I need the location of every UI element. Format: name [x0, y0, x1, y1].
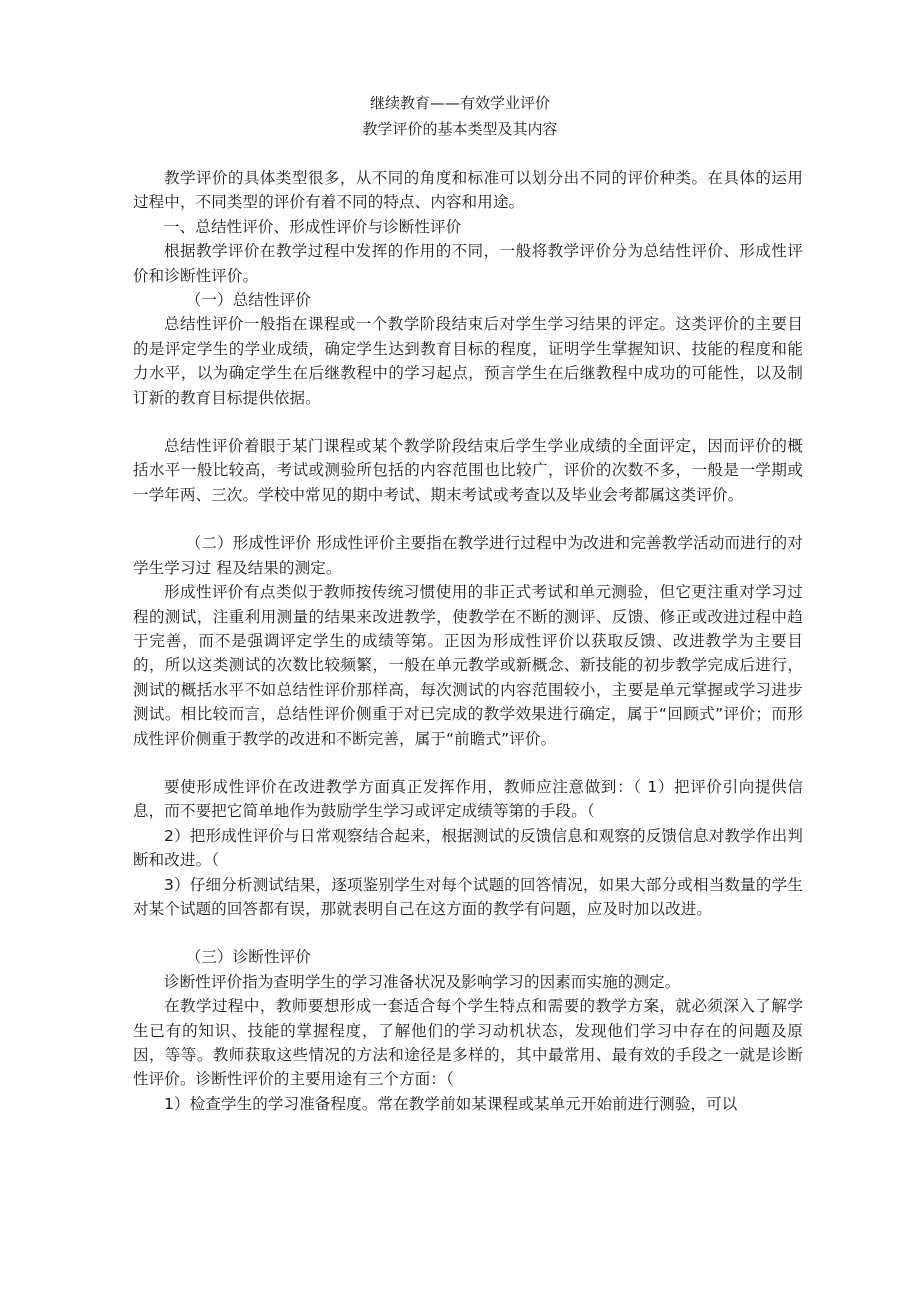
subheading-summative: （一）总结性评价: [185, 291, 311, 310]
document-body: [133, 166, 803, 1116]
paragraph-summative-def: 总结性评价一般指在课程或一个教学阶段结束后对学生学习结果的评定。这类评价的主要目的是评定学生的学业成绩，确定学生达到教育目标的程度，证明学生掌握知识、技能的程度和能力水平，以为确定学生在后继教程中的学习起点，预言学生在后继教程中成功的可能性，以及制订新的教育目标提供依据。: [133, 315, 803, 407]
subheading-diagnostic: （三）诊断性评价: [185, 948, 311, 967]
spacer: [133, 921, 803, 945]
paragraph-diagnostic-use-1: 1）检查学生的学习准备程度。常在教学前如某课程或某单元开始前进行测验，可以: [164, 1094, 738, 1113]
paragraph-tip-3: 3）仔细分析测试结果，逐项鉴别学生对每个试题的回答情况，如果大部分或相当数量的学生对某个试题的回答都有误，那就表明自己在这方面的教学有问题，应及时加以改进。: [133, 875, 803, 918]
paragraph-diagnostic-detail: 在教学过程中，教师要想形成一套适合每个学生特点和需要的教学方案，就必须深入了解学生已有的知识、技能的掌握程度，了解他们的学习动机状态，发现他们学习中存在的问题及原因，等等。教师获取这些情况的方法和途径是多样的，其中最常用、最有效的手段之一就是诊断性评价。诊断性评价的主要用途有三个方面：（: [133, 997, 803, 1089]
title-block: [0, 90, 920, 142]
paragraph-tip-2: 2）把形成性评价与日常观察结合起来，根据测试的反馈信息和观察的反馈信息对教学作出判断和改进。（: [133, 826, 803, 870]
section-heading-1: 一、总结性评价、形成性评价与诊断性评价: [164, 217, 462, 236]
spacer: [133, 507, 803, 531]
paragraph-classification: 根据教学评价在教学过程中发挥的作用的不同，一般将教学评价分为总结性评价、形成性评价和诊断性评价。: [133, 242, 803, 285]
paragraph-formative-tips: 要使形成性评价在改进教学方面真正发挥作用，教师应注意做到：（ 1）把评价引向提供信息，而不要把它简单地作为鼓励学生学习或评定成绩等第的手段。（: [133, 777, 803, 821]
spacer: [133, 410, 803, 434]
document-subtitle: 教学评价的基本类型及其内容: [362, 120, 558, 138]
paragraph-diagnostic-def: 诊断性评价指为查明学生的学习准备状况及影响学习的因素而实施的测定。: [164, 972, 681, 991]
paragraph-formative-detail: 形成性评价有点类似于教师按传统习惯使用的非正式考试和单元测验，但它更注重对学习过程的测试，注重利用测量的结果来改进教学，使教学在不断的测评、反馈、修正或改进过程中趋于完善，而不是强调评定学生的成绩等第。正因为形成性评价以获取反馈、改进教学为主要目的，所以这类测试的次数比较频繁，一般在单元教学或新概念、新技能的初步教学完成后进行，测试的概括水平不如总结性评价那样高，每次测试的内容范围较小，主要是单元掌握或学习进步测试。相比较而言，总结性评价侧重于对已完成的教学效果进行确定，属于“回顾式”评价；而形成性评价侧重于教学的改进和不断完善，属于“前瞻式”评价。: [133, 583, 803, 748]
paragraph-intro: 教学评价的具体类型很多，从不同的角度和标准可以划分出不同的评价种类。在具体的运用过程中，不同类型的评价有着不同的特点、内容和用途。: [133, 169, 803, 212]
spacer: [133, 751, 803, 775]
document-title: 继续教育——有效学业评价: [369, 94, 550, 112]
paragraph-summative-detail: 总结性评价着眼于某门课程或某个教学阶段结束后学生学业成绩的全面评定，因而评价的概括水平一般比较高，考试或测验所包括的内容范围也比较广，评价的次数不多，一般是一学期或一学年两、三次。学校中常见的期中考试、期末考试或考查以及毕业会考都属这类评价。: [133, 437, 803, 504]
paragraph-formative-def: （二）形成性评价 形成性评价主要指在教学进行过程中为改进和完善教学活动而进行的对学生学习过 程及结果的测定。: [133, 534, 803, 577]
